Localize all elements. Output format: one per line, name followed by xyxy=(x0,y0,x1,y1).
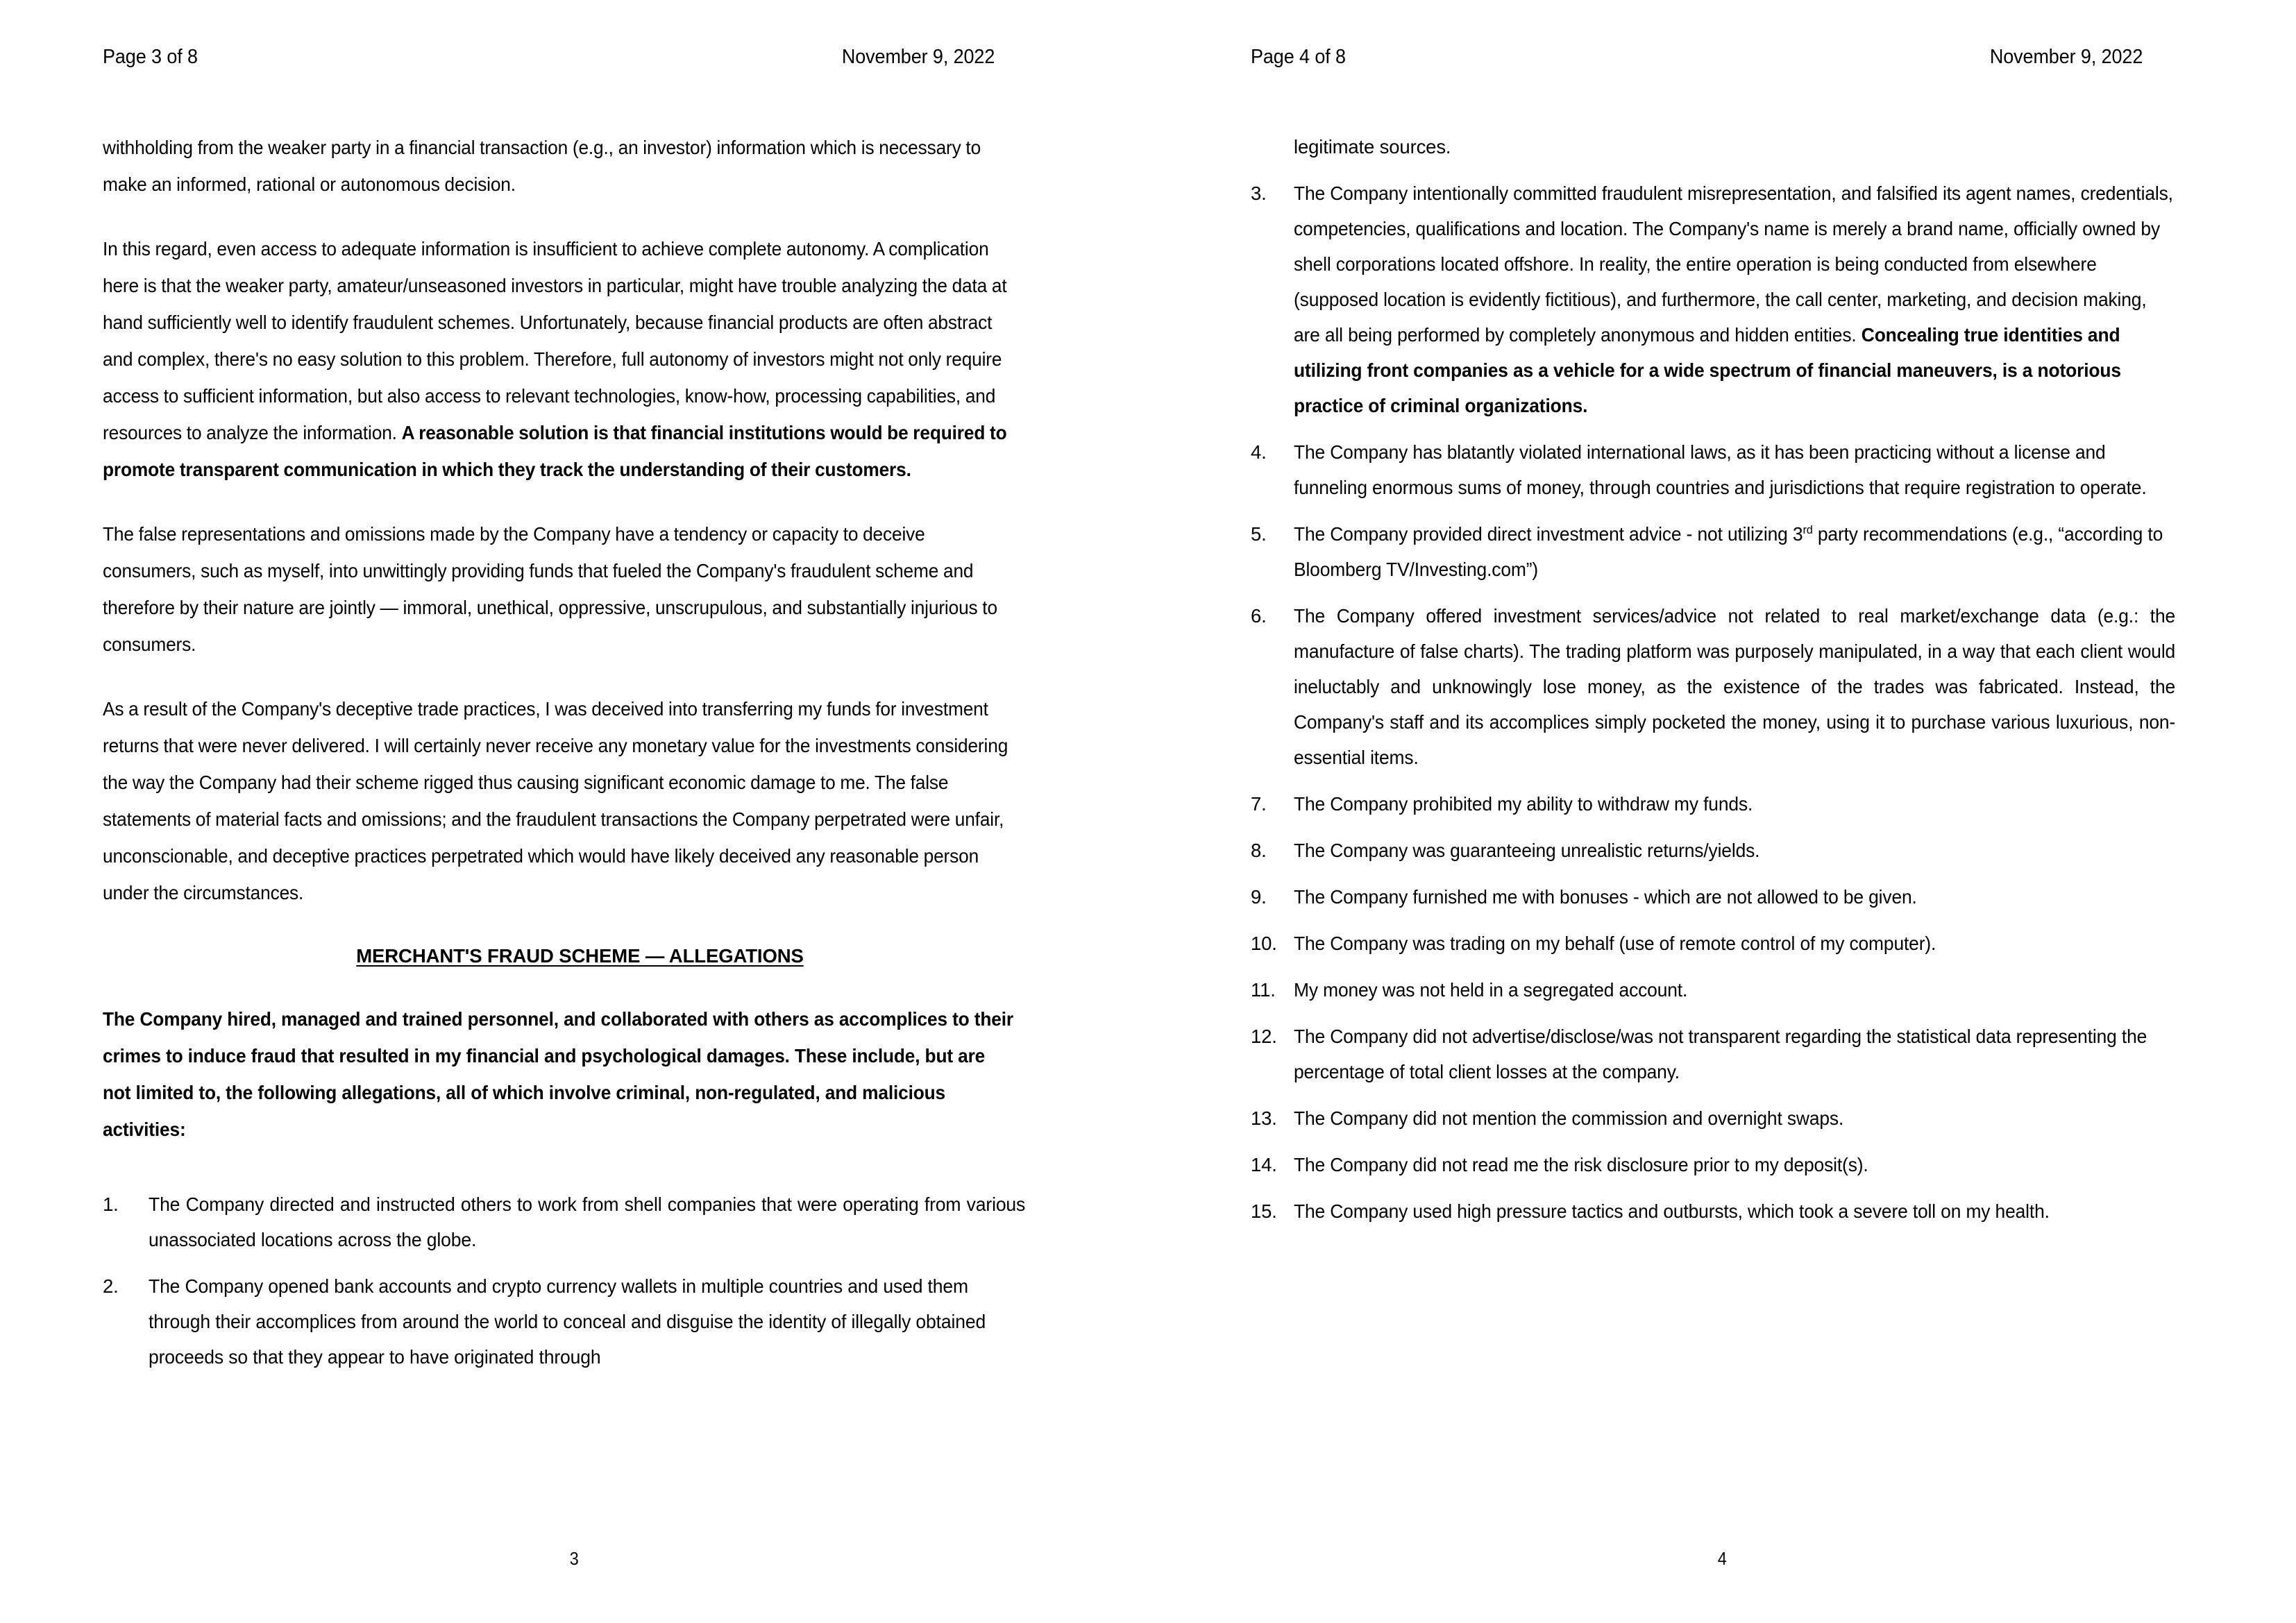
list-item xyxy=(1251,516,2212,587)
list-item-number: 8. xyxy=(1251,840,1267,861)
list-item-number: 1. xyxy=(103,1193,119,1215)
section-title-merchants-fraud-scheme xyxy=(103,937,1057,974)
page-4-header-date: November 9, 2022 xyxy=(1989,46,2143,68)
page-4-footer xyxy=(1148,1548,2296,1569)
paragraph-withholding: withholding from the weaker party in a financial transaction (e.g., an investor) information which is necessary to make an informed, rational or autonomous decision. xyxy=(103,137,981,195)
list-item xyxy=(103,1268,1057,1375)
paragraph-lead-allegations-intro: The Company hired, managed and trained personnel, and collaborated with others as accomplices to their crimes to induce fraud that resulted in my financial and psychological damages. These include, but are not limited to, the following allegations, all of which involve criminal, non-regulated, and malicious activities: xyxy=(103,1008,1013,1140)
list-item-text: The Company offered investment services/advice not related to real market/exchange data (e.g.: the manufacture of false charts). The trading platform was purposely manipulated, in a way that each client would ineluctably and unknowingly lose money, as the existence of the trades was fabricated. Instead, the Company's staff and its accomplices simply pocketed the money, using it to purchase various luxurious, non-essential items. xyxy=(1294,605,2176,768)
list-item-text: The Company prohibited my ability to withdraw my funds. xyxy=(1294,793,1753,815)
list-item-text: The Company was trading on my behalf (use of remote control of my computer). xyxy=(1294,933,1936,954)
list-item-text: The Company directed and instructed others to work from shell companies that were operating from various unassociated locations across the globe. xyxy=(149,1193,1026,1250)
list-item-text: The Company did not read me the risk disclosure prior to my deposit(s). xyxy=(1294,1154,1868,1175)
paragraph-in-this-regard xyxy=(103,230,1014,488)
list-item-text: The Company has blatantly violated international laws, as it has been practicing without a license and funneling enormous sums of money, through countries and jurisdictions that require registration to operate. xyxy=(1294,441,2147,498)
page-3-footer xyxy=(0,1548,1148,1569)
list-item xyxy=(1251,176,2212,423)
list-item-number: 6. xyxy=(1251,605,1267,627)
list-item xyxy=(1251,926,2212,961)
paragraph-as-a-result: As a result of the Company's deceptive trade practices, I was deceived into transferring my funds for investment returns that were never delivered. I will certainly never receive any monetary value for the investments considering the way the Company had their scheme rigged thus causing significant economic damage to me. The false statements of material facts and omissions; and the fraudulent transactions the Company perpetrated were unfair, unconscionable, and deceptive practices perpetrated which would have likely deceived any reasonable person under the circumstances. xyxy=(103,698,1008,903)
list-item-number: 14. xyxy=(1251,1154,1277,1175)
list-item xyxy=(1251,879,2212,915)
list-item-number: 9. xyxy=(1251,886,1267,908)
list-item-text: The Company did not mention the commission and overnight swaps. xyxy=(1294,1107,1844,1129)
list-item-number: 13. xyxy=(1251,1107,1277,1129)
list-item xyxy=(1251,1019,2212,1089)
section-title-text: MERCHANT'S FRAUD SCHEME — ALLEGATIONS xyxy=(356,945,804,967)
list-item-number: 15. xyxy=(1251,1200,1277,1222)
list-item-text xyxy=(1294,176,2175,423)
list-item-number: 4. xyxy=(1251,441,1267,463)
list-item-text: The Company was guaranteeing unrealistic returns/yields. xyxy=(1294,840,1760,861)
list-item-text-after-superscript: party recommendations (e.g., “according to Bloomberg TV/Investing.com”) xyxy=(1294,523,2163,580)
page-3-footer-number: 3 xyxy=(569,1548,579,1569)
list-item xyxy=(1251,434,2212,505)
list-item xyxy=(1251,833,2212,868)
list-item xyxy=(1251,972,2212,1008)
list-item-text-plain: The Company intentionally committed fraudulent misrepresentation, and falsified its agent names, credentials, competencies, qualifications and location. The Company's name is merely a brand name, officially owned by shell corporations located offshore. In reality, the entire operation is being conducted from elsewhere (supposed location is evidently fictitious), and furthermore, the call center, marketing, and decision making, are all being performed by completely anonymous and hidden entities. xyxy=(1294,182,2173,346)
list-item xyxy=(1251,1101,2212,1136)
continuation-text-legitimate-sources: legitimate sources. xyxy=(1294,136,1451,158)
list-item-text: The Company opened bank accounts and crypto currency wallets in multiple countries and used them through their accomplices from around the world to conceal and disguise the identity of illegally obtained proceeds so that they appear to have originated through xyxy=(149,1275,986,1368)
list-item-text: The Company furnished me with bonuses - which are not allowed to be given. xyxy=(1294,886,1917,908)
paragraph-in-this-regard-bold: A reasonable solution is that financial institutions would be required to promote transparent communication in which they track the understanding of their customers. xyxy=(103,422,1007,480)
list-item-text: My money was not held in a segregated account. xyxy=(1294,979,1688,1001)
list-item xyxy=(1251,598,2212,775)
list-item-text xyxy=(1294,516,2175,587)
list-item-number: 12. xyxy=(1251,1026,1277,1047)
list-item xyxy=(1251,786,2212,822)
list-item xyxy=(103,1187,1057,1257)
list-item xyxy=(1251,1193,2212,1229)
list-item-text: The Company did not advertise/disclose/was not transparent regarding the statistical data representing the percentage of total client losses at the company. xyxy=(1294,1026,2147,1082)
list-item-number: 5. xyxy=(1251,523,1267,545)
page-4-header xyxy=(1251,44,2143,69)
list-item-number: 7. xyxy=(1251,793,1267,815)
page-3-header-label: Page 3 of 8 xyxy=(103,46,198,68)
paragraph-false-representations: The false representations and omissions made by the Company have a tendency or capacity to deceive consumers, such as myself, into unwittingly providing funds that fueled the Company's fraudulent scheme and therefore by their nature are jointly — immoral, unethical, oppressive, unscrupulous, and substantially injurious to consumers. xyxy=(103,523,997,655)
list-item xyxy=(1251,1147,2212,1182)
allegations-list-page-4 xyxy=(1251,176,2212,1229)
allegations-list-page-3 xyxy=(103,1187,1057,1375)
list-item-number: 3. xyxy=(1251,182,1267,204)
paragraph-in-this-regard-plain: In this regard, even access to adequate information is insufficient to achieve complete autonomy. A complication here is that the weaker party, amateur/unseasoned investors in particular, might have trouble analyzing the data at hand sufficiently well to identify fraudulent schemes. Unfortunately, because financial products are often abstract and complex, there's no easy solution to this problem. Therefore, full autonomy of investors might not only require access to sufficient information, but also access to relevant technologies, know-how, processing capabilities, and resources to analyze the information. xyxy=(103,238,1007,443)
list-item-text-before-superscript: The Company provided direct investment advice - not utilizing 3 xyxy=(1294,523,1803,545)
page-4-header-label: Page 4 of 8 xyxy=(1251,46,1346,68)
list-item-number: 11. xyxy=(1251,979,1276,1001)
page-4 xyxy=(1148,0,2296,1623)
page-4-footer-number: 4 xyxy=(1717,1548,1727,1569)
page-3-header xyxy=(103,44,995,69)
list-item-number: 10. xyxy=(1251,933,1277,954)
list-item-text: The Company used high pressure tactics and outbursts, which took a severe toll on my health. xyxy=(1294,1200,2050,1222)
page-4-body xyxy=(1251,129,2212,1240)
page-3-body xyxy=(103,129,1057,1376)
ordinal-superscript: rd xyxy=(1803,522,1813,536)
list-item-text-bold: Concealing true identities and utilizing front companies as a vehicle for a wide spectrum of financial maneuvers, is a notorious practice of criminal organizations. xyxy=(1294,324,2121,416)
list-item-number: 2. xyxy=(103,1275,119,1297)
page-3-header-date: November 9, 2022 xyxy=(841,46,995,68)
